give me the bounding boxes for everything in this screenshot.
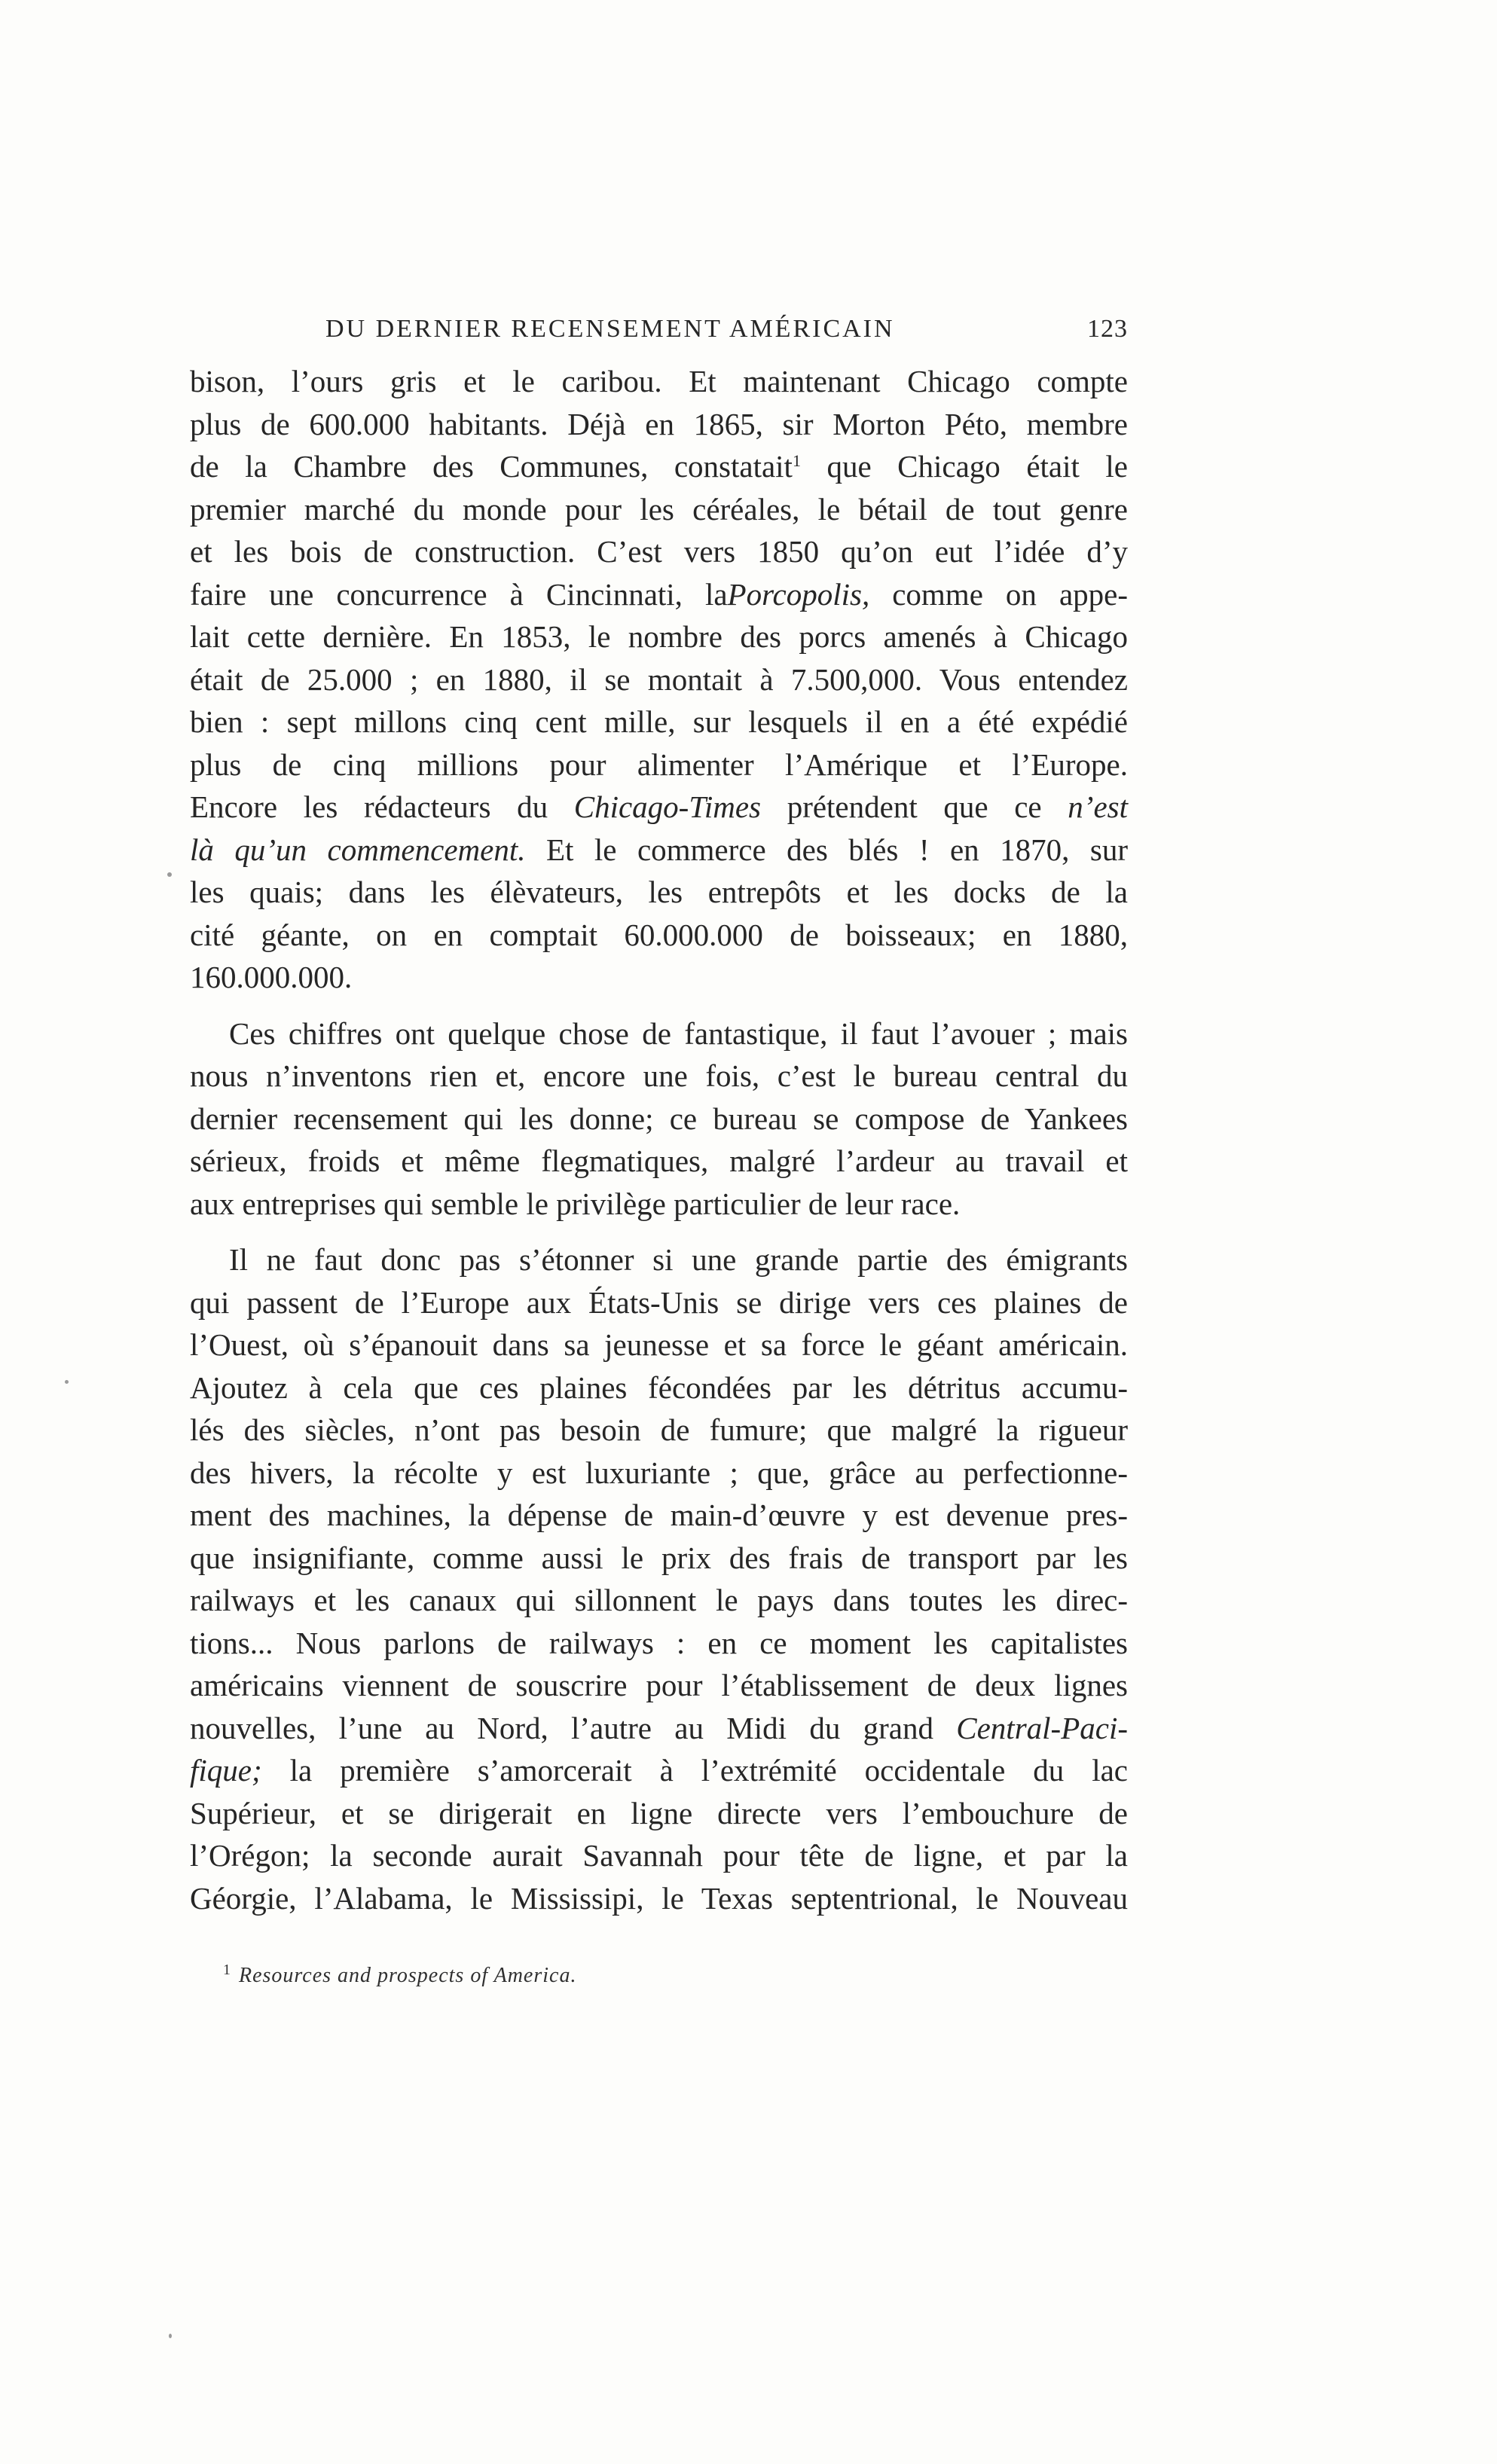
paragraph-gap: [190, 999, 1128, 1012]
text-segment: faire une concurrence à Cincinnati, la: [190, 576, 728, 612]
text-line: Supérieur, et se dirigerait en ligne directe vers l’embouchure de: [190, 1795, 1128, 1830]
italic-term: Central-Paci-: [956, 1710, 1128, 1745]
text-line: qui passent de l’Europe aux États-Unis se dirige vers ces plaines de: [190, 1284, 1128, 1320]
text-segment: nouvelles, l’une au Nord, l’autre au Midi du grand: [190, 1710, 933, 1745]
text-line: Ajoutez à cela que ces plaines fécondées par les détritus accumu-: [190, 1369, 1128, 1405]
text-segment: la première s’amorcerait à l’extrémité occidentale du lac: [289, 1753, 1129, 1788]
text-line: 160.000.000.: [190, 960, 353, 994]
page-number: 123: [1087, 315, 1128, 343]
footnote: [223, 1962, 576, 1988]
text-line: américains viennent de souscrire pour l’établissement de deux lignes: [190, 1668, 1128, 1702]
text-line: Il ne faut donc pas s’étonner si une grande partie des émigrants: [229, 1242, 1128, 1277]
paragraph-gap: [190, 1225, 1128, 1238]
text-line: les quais; dans les élèvateurs, les entrepôts et les docks de la: [190, 875, 1128, 909]
italic-phrase: là qu’un commencement.: [190, 832, 526, 867]
text-line: aux entreprises qui semble le privilège particulier de leur race.: [190, 1186, 961, 1221]
text-line: sérieux, froids et même flegmatiques, malgré l’ardeur au travail et: [190, 1143, 1128, 1178]
text-line: et les bois de construction. C’est vers 1850 qu’on eut l’idée d’y: [190, 534, 1128, 569]
text-line: premier marché du monde pour les céréales, le bétail de tout genre: [190, 491, 1128, 527]
text-line: nous n’inventons rien et, encore une fois, c’est le bureau central du: [190, 1058, 1128, 1093]
text-line: tions... Nous parlons de railways : en ce moment les capitalistes: [190, 1625, 1128, 1660]
italic-title: Chicago-Times: [573, 789, 762, 824]
text-line: lés des siècles, n’ont pas besoin de fumure; que malgré la rigueur: [190, 1412, 1128, 1447]
text-line: ment des machines, la dépense de main-d’œuvre y est devenue pres-: [190, 1498, 1128, 1532]
running-title: DU DERNIER RECENSEMENT AMÉRICAIN: [325, 315, 895, 343]
print-speck: [167, 872, 172, 877]
text-line: cité géante, on en comptait 60.000.000 de boisseaux; en 1880,: [190, 917, 1128, 952]
text-line: lait cette dernière. En 1853, le nombre des porcs amenés à Chicago: [190, 619, 1128, 654]
text-segment: prétendent que ce: [761, 789, 1068, 824]
text-line: plus de 600.000 habitants. Déjà en 1865, sir Morton Péto, membre: [190, 406, 1128, 441]
text-line: des hivers, la récolte y est luxuriante ; que, grâce au perfectionne-: [190, 1455, 1128, 1490]
text-segment: de la Chambre des Communes, constatait: [190, 449, 793, 484]
print-speck: [169, 2334, 172, 2338]
text-line: [190, 786, 1128, 829]
text-line: Géorgie, l’Alabama, le Mississipi, le Texas septentrional, le Nouveau: [190, 1880, 1128, 1916]
text-line: l’Orégon; la seconde aurait Savannah pour tête de ligne, et par la: [190, 1838, 1128, 1873]
footnote-text: Resources and prospects of America.: [239, 1964, 577, 1987]
body-text: [190, 360, 1128, 1919]
text-line: bison, l’ours gris et le caribou. Et maintenant Chicago compte: [190, 364, 1128, 398]
text-segment: Encore les rédacteurs du: [190, 789, 548, 824]
text-segment: que Chicago était le: [800, 449, 1128, 484]
text-line: [190, 573, 1128, 616]
text-line: [190, 1749, 1128, 1792]
text-line: plus de cinq millions pour alimenter l’Amérique et l’Europe.: [190, 747, 1128, 782]
text-line: [190, 1707, 1128, 1750]
print-speck: [65, 1380, 69, 1384]
footnote-number: 1: [223, 1962, 231, 1978]
text-line: Ces chiffres ont quelque chose de fantastique, il faut l’avouer ; mais: [229, 1015, 1128, 1051]
text-line: bien : sept millons cinq cent mille, sur lesquels il en a été expédié: [190, 704, 1128, 739]
text-line: railways et les canaux qui sillonnent le pays dans toutes les direc-: [190, 1583, 1128, 1617]
text-line: dernier recensement qui les donne; ce bureau se compose de Yankees: [190, 1101, 1128, 1136]
text-line: l’Ouest, où s’épanouit dans sa jeunesse et sa force le géant américain.: [190, 1327, 1128, 1362]
text-segment: Et le commerce des blés ! en 1870, sur: [525, 832, 1128, 867]
text-line: [190, 445, 1128, 488]
text-line: était de 25.000 ; en 1880, il se montait à 7.500,000. Vous entendez: [190, 661, 1128, 697]
italic-term: Porcopolis,: [727, 576, 870, 612]
text-line: [190, 829, 1128, 872]
italic-phrase: n’est: [1068, 789, 1128, 824]
italic-term: fique;: [190, 1753, 262, 1788]
running-head: [190, 315, 1128, 353]
footnote-reference: 1: [792, 451, 801, 470]
text-line: que insignifiante, comme aussi le prix des frais de transport par les: [190, 1540, 1128, 1575]
text-segment: comme on appe-: [869, 576, 1128, 612]
